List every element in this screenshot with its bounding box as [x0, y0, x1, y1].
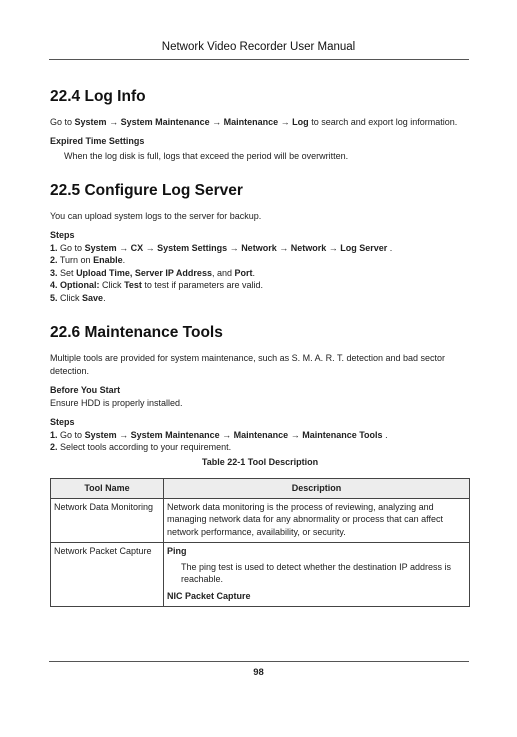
step-1 — [50, 242, 470, 255]
before-you-start-label: Before You Start — [50, 385, 121, 395]
step-2 — [50, 254, 470, 267]
sub-heading-nic-packet-capture: NIC Packet Capture — [167, 590, 251, 601]
ui-term: Enable — [93, 255, 123, 265]
arrow-right-icon: → — [219, 429, 234, 440]
menu-path-item: Log Server — [340, 242, 388, 253]
menu-path — [85, 430, 383, 440]
expired-time-settings-label: Expired Time Settings — [50, 135, 145, 146]
arrow-right-icon: → — [116, 429, 131, 440]
arrow-right-icon: → — [288, 429, 303, 440]
text: . — [389, 242, 393, 253]
step-number: 1. — [50, 429, 58, 440]
cell-tool-name: Network Data Monitoring — [51, 498, 164, 543]
text: . — [385, 429, 388, 440]
arrow-right-icon: → — [143, 242, 158, 253]
text: . — [252, 267, 256, 278]
arrow-right-icon: → — [106, 117, 121, 127]
table-caption: Table 22-1 Tool Description — [201, 456, 319, 467]
optional-label: Optional: — [60, 280, 100, 290]
step-number: 1. — [50, 242, 58, 253]
menu-path-item: System Settings — [157, 242, 228, 253]
text: . — [103, 292, 106, 303]
text: to search and export log information. — [311, 117, 458, 127]
step-number: 3. — [50, 267, 58, 278]
arrow-right-icon: → — [326, 242, 341, 253]
text: Select tools according to your requirement. — [60, 442, 232, 452]
step-4 — [50, 279, 470, 292]
text: Go to — [50, 117, 73, 127]
column-header-description: Description — [164, 479, 470, 499]
step-5 — [50, 292, 470, 305]
menu-path-item: System — [84, 242, 117, 253]
menu-path-item: Maintenance — [233, 429, 289, 440]
sub-heading-ping: Ping — [167, 546, 187, 556]
text: to test if parameters are valid. — [144, 280, 263, 290]
page-header: Network Video Recorder User Manual — [161, 41, 356, 53]
page-number: 98 — [253, 667, 264, 678]
tool-description-table — [50, 478, 470, 607]
table-row — [51, 543, 470, 607]
table-header-row — [51, 479, 470, 499]
menu-path-item: Maintenance Tools — [302, 429, 383, 440]
ping-description: The ping test is used to detect whether the destination IP address is reachable. — [181, 561, 451, 584]
cell-description — [164, 543, 470, 607]
ui-term: Save — [82, 292, 104, 303]
maintenance-tools-intro: Multiple tools are provided for system maintenance, such as S. M. A. R. T. detection and bad sector detection. — [50, 353, 446, 376]
ui-term: Upload Time, Server IP Address — [76, 267, 212, 278]
section-heading-log-info: 22.4 Log Info — [50, 88, 146, 105]
ui-term: Port — [234, 267, 253, 278]
menu-path-item: System Maintenance — [120, 117, 210, 127]
menu-path-item: CX — [130, 242, 144, 253]
page-content — [50, 88, 470, 607]
step-number: 2. — [50, 442, 58, 452]
steps-label: Steps — [50, 417, 75, 427]
section-heading-log-server: 22.5 Configure Log Server — [50, 181, 243, 199]
section-heading-maintenance-tools: 22.6 Maintenance Tools — [50, 324, 223, 341]
step-3 — [50, 267, 470, 280]
menu-path-item: Log — [292, 117, 309, 127]
arrow-right-icon: → — [116, 242, 131, 253]
text: . — [122, 255, 126, 265]
log-info-paragraph — [50, 116, 470, 129]
menu-path — [85, 243, 388, 253]
arrow-right-icon: → — [278, 117, 293, 127]
text: Turn on — [59, 255, 91, 265]
expired-time-settings-text: When the log disk is full, logs that exceed the period will be overwritten. — [64, 151, 349, 161]
column-header-tool-name: Tool Name — [51, 479, 164, 499]
table-row — [51, 498, 470, 543]
cell-description: Network data monitoring is the process of reviewing, analyzing and managing network data for any abnormality or process that can affect network performance, availability, or security. — [164, 498, 470, 543]
menu-path-item: System Maintenance — [130, 429, 220, 440]
step-number: 4. — [50, 280, 58, 290]
log-server-intro: You can upload system logs to the server for backup. — [50, 210, 262, 221]
step-number: 5. — [50, 292, 58, 303]
arrow-right-icon: → — [227, 242, 242, 253]
text: Set — [60, 267, 74, 278]
arrow-right-icon: → — [276, 242, 291, 253]
menu-path-item: System — [84, 429, 117, 440]
menu-path-item: System — [74, 117, 107, 127]
before-you-start-text: Ensure HDD is properly installed. — [50, 397, 183, 408]
text: Go to — [60, 242, 83, 253]
menu-path-item: Network — [241, 242, 277, 253]
footer-rule — [49, 661, 469, 662]
arrow-right-icon: → — [209, 117, 224, 127]
steps-label: Steps — [50, 230, 75, 240]
text: Go to — [60, 429, 83, 440]
step-1 — [50, 429, 470, 442]
menu-path-item: Maintenance — [223, 117, 279, 127]
cell-tool-name: Network Packet Capture — [51, 543, 164, 607]
ui-term: Test — [124, 280, 142, 290]
header-rule — [49, 59, 469, 60]
text: , and — [211, 267, 232, 278]
menu-path-item: Network — [290, 242, 327, 253]
step-2 — [50, 441, 470, 454]
menu-path — [75, 117, 309, 127]
text: Click — [60, 292, 80, 303]
step-number: 2. — [50, 255, 58, 265]
text: Click — [102, 280, 122, 290]
